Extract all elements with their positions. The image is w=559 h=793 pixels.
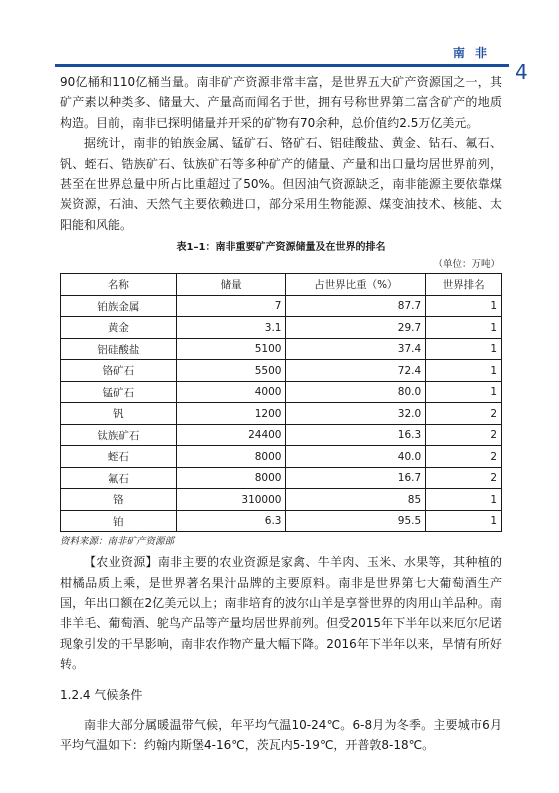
paragraph-mineral-stats: 据统计，南非的铂族金属、锰矿石、铬矿石、铝硅酸盐、黄金、钻石、氟石、钒、蛭石、锆族矿石、钛族矿石等多种矿产的储量、产量和出口量均居世界前列，甚至在世界总量中所占比重超过了50%。但因油气资源缺乏，南非能源主要依靠煤炭资源，石油、天然气主要依赖进口，部分采用生物能源、煤变油技术、核能、太阳能和风能。 — [60, 136, 502, 232]
paragraph-mineral-intro: 90亿桶和110亿桶当量。南非矿产资源非常丰富，是世界五大矿产资源国之一，其矿产素以种类多、储量大、产量高而闻名于世，拥有号称世界第二富含矿产的地质构造。目前，南非已探明储量并开采的矿物有70余种，总价值约2.5万亿美元。 — [60, 75, 502, 130]
world-rank-value: 1 — [426, 317, 502, 339]
table-row — [61, 317, 502, 339]
table-row — [61, 424, 502, 446]
world-rank-value: 2 — [426, 403, 502, 425]
mineral-name: 氟石 — [61, 467, 177, 489]
table-row — [61, 489, 502, 511]
reserve-value: 7 — [176, 295, 286, 317]
column-header: 名称 — [61, 274, 177, 296]
column-header: 储量 — [176, 274, 286, 296]
world-rank-value: 2 — [426, 424, 502, 446]
reserve-value: 5100 — [176, 338, 286, 360]
table-unit: （单位：万吨） — [433, 259, 500, 271]
world-rank-value: 1 — [426, 381, 502, 403]
world-share-value: 95.5 — [286, 510, 426, 532]
world-rank-value: 1 — [426, 338, 502, 360]
reserve-value: 24400 — [176, 424, 286, 446]
mineral-name: 铬 — [61, 489, 177, 511]
world-rank-value: 2 — [426, 446, 502, 468]
table-row — [61, 360, 502, 382]
table-row — [61, 467, 502, 489]
running-header-title: 南 非 — [452, 46, 490, 60]
header-rule — [55, 64, 509, 67]
table-row — [61, 338, 502, 360]
mineral-name: 锰矿石 — [61, 381, 177, 403]
reserve-value: 3.1 — [176, 317, 286, 339]
table-row — [61, 295, 502, 317]
column-header: 占世界比重（%） — [286, 274, 426, 296]
world-share-value: 16.3 — [286, 424, 426, 446]
world-share-value: 40.0 — [286, 446, 426, 468]
world-rank-value: 1 — [426, 510, 502, 532]
table-header-row — [61, 274, 502, 296]
world-rank-value: 1 — [426, 360, 502, 382]
mineral-name: 铬矿石 — [61, 360, 177, 382]
reserve-value: 310000 — [176, 489, 286, 511]
world-share-value: 32.0 — [286, 403, 426, 425]
world-share-value: 37.4 — [286, 338, 426, 360]
reserve-value: 1200 — [176, 403, 286, 425]
world-share-value: 16.7 — [286, 467, 426, 489]
mineral-name: 黄金 — [61, 317, 177, 339]
column-header: 世界排名 — [426, 274, 502, 296]
world-share-value: 80.0 — [286, 381, 426, 403]
page-number: 4 — [515, 60, 528, 84]
world-rank-value: 2 — [426, 467, 502, 489]
table-source: 资料来源：南非矿产资源部 — [60, 536, 175, 548]
world-share-value: 85 — [286, 489, 426, 511]
mineral-name: 铂族金属 — [61, 295, 177, 317]
reserve-value: 8000 — [176, 446, 286, 468]
reserve-value: 4000 — [176, 381, 286, 403]
table-row — [61, 510, 502, 532]
reserve-value: 5500 — [176, 360, 286, 382]
paragraph-agriculture: 【农业资源】南非主要的农业资源是家禽、牛羊肉、玉米、水果等，其种植的柑橘品质上乘，是世界著名果汁品牌的主要原料。南非是世界第七大葡萄酒生产国，年出口额在2亿美元以上；南非培育的波尔山羊是享誉世界的肉用山羊品种。南非羊毛、葡萄酒、鸵鸟产品等产量均居世界前列。但受2015年下半年以来厄尔尼诺现象引发的干旱影响，南非农作物产量大幅下降。2016年下半年以来，旱情有所好转。 — [60, 555, 502, 672]
reserve-value: 8000 — [176, 467, 286, 489]
mineral-name: 铝硅酸盐 — [61, 338, 177, 360]
section-heading: 1.2.4 气候条件 — [60, 687, 143, 702]
page-content — [60, 72, 502, 756]
table-row — [61, 446, 502, 468]
mineral-name: 钛族矿石 — [61, 424, 177, 446]
mineral-table — [60, 273, 502, 532]
table-title: 表1–1：南非重要矿产资源储量及在世界的排名 — [176, 242, 386, 254]
mineral-name: 钒 — [61, 403, 177, 425]
table-row — [61, 403, 502, 425]
table-row — [61, 381, 502, 403]
world-share-value: 72.4 — [286, 360, 426, 382]
reserve-value: 6.3 — [176, 510, 286, 532]
mineral-name: 铂 — [61, 510, 177, 532]
mineral-name: 蛭石 — [61, 446, 177, 468]
world-share-value: 87.7 — [286, 295, 426, 317]
world-rank-value: 1 — [426, 295, 502, 317]
paragraph-climate: 南非大部分属暖温带气候，年平均气温10-24℃。6-8月为冬季。主要城市6月平均气温如下：约翰内斯堡4-16℃，茨瓦内5-19℃，开普敦8-18℃。 — [60, 717, 502, 753]
world-share-value: 29.7 — [286, 317, 426, 339]
world-rank-value: 1 — [426, 489, 502, 511]
